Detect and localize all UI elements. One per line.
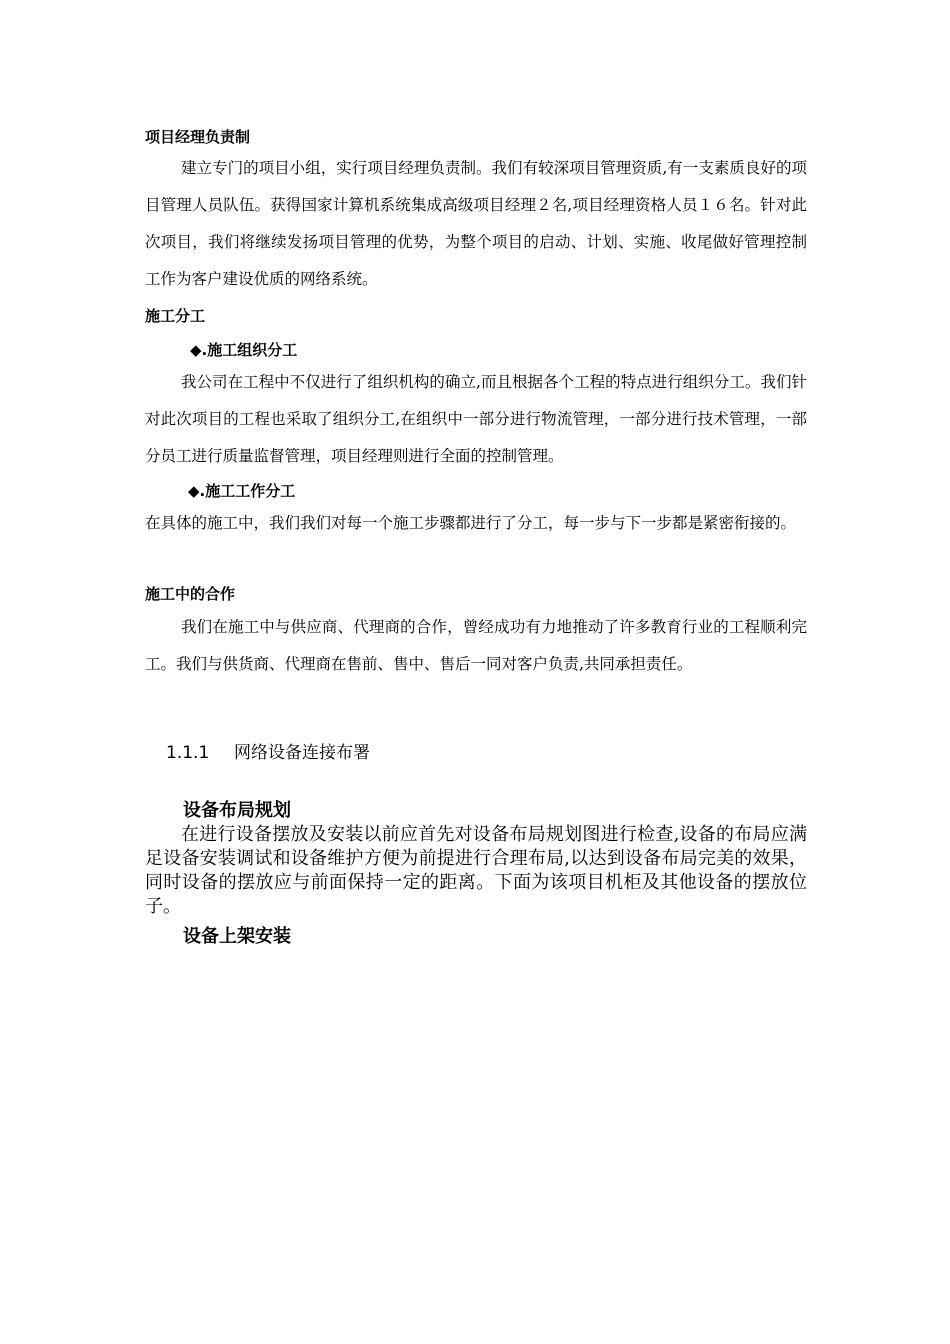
section-heading [166, 741, 370, 765]
paragraph-work: 在具体的施工中，我们我们对每一个施工步骤都进行了分工，每一步与下一步都是紧密衔接的。 [145, 514, 797, 532]
heading-pm: 项目经理负责制 [145, 128, 251, 146]
paragraph-pm: 建立专门的项目小组，实行项目经理负责制。我们有较深项目管理资质,有一支素质良好的项目管理人员队伍。获得国家计算机系统集成高级项目经理２名,项目经理资格人员１６名。针对此次项目，我们将继续发扬项目管理的优势，为整个项目的启动、计划、实施、收尾做好管理控制工作为客户建设优质的网络系统。 [145, 159, 807, 288]
paragraph-org: 我公司在工程中不仅进行了组织机构的确立,而且根据各个工程的特点进行组织分工。我们针对此次项目的工程也采取了组织分工,在组织中一部分进行物流管理，一部分进行技术管理，一部分员工进行质量监督管理，项目经理则进行全面的控制管理。 [145, 373, 807, 465]
paragraph-layout: 在进行设备摆放及安装以前应首先对设备布局规划图进行检查,设备的布局应满足设备安装调试和设备维护方便为前提进行合理布局,以达到设备布局完美的效果，同时设备的摆放应与前面保持一定的距离。下面为该项目机柜及其他设备的摆放位子。 [145, 824, 807, 917]
subheading-rack: 设备上架安装 [183, 926, 291, 947]
subheading-org: ◆.施工组织分工 [190, 341, 298, 359]
section-number: 1.1.1 [166, 743, 210, 763]
subheading-layout: 设备布局规划 [183, 800, 291, 821]
section-title: 网络设备连接布署 [234, 743, 370, 763]
subheading-work: ◆.施工工作分工 [188, 482, 296, 500]
paragraph-coop: 我们在施工中与供应商、代理商的合作，曾经成功有力地推动了许多教育行业的工程顺利完工。我们与供货商、代理商在售前、售中、售后一同对客户负责,共同承担责任。 [145, 618, 807, 673]
heading-coop: 施工中的合作 [145, 585, 236, 603]
heading-division: 施工分工 [145, 307, 206, 325]
